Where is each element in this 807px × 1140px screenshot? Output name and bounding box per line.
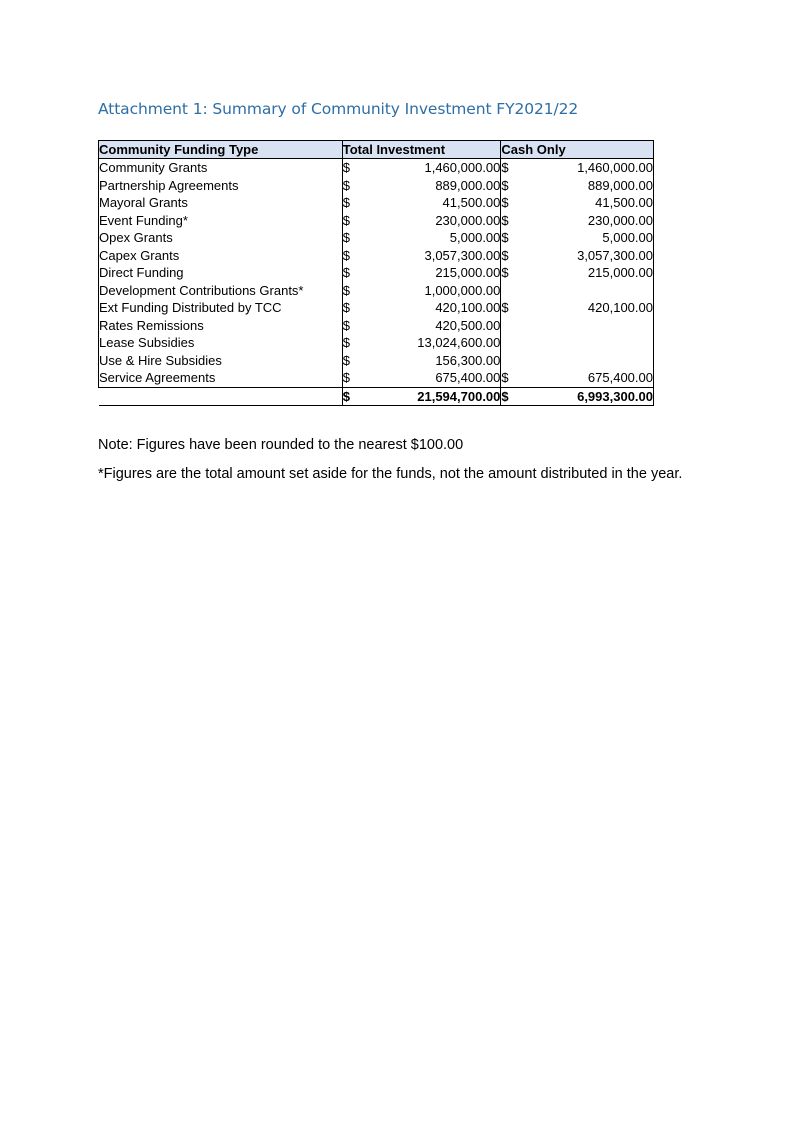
table-row [99, 159, 654, 177]
cash-only-cell: 889,000.00 [523, 177, 654, 195]
header-total-investment: Total Investment [342, 141, 501, 159]
cash-currency-cell: $ [501, 369, 523, 387]
funding-type-cell: Partnership Agreements [99, 177, 343, 195]
table-row [99, 369, 654, 387]
totals-label-cell [99, 387, 343, 406]
funding-type-cell: Opex Grants [99, 229, 343, 247]
total-currency-cell: $ [342, 352, 364, 370]
funding-type-cell: Ext Funding Distributed by TCC [99, 299, 343, 317]
total-investment-cell: 420,500.00 [435, 317, 501, 333]
cash-only-cell: 420,100.00 [523, 299, 654, 317]
total-currency-cell: $ [342, 317, 364, 335]
cash-only-cell: 5,000.00 [523, 229, 654, 247]
table-row [99, 282, 654, 300]
page-title: Attachment 1: Summary of Community Investment FY2021/22 [98, 100, 579, 118]
total-investment-cell: 420,100.00 [435, 300, 501, 316]
total-currency-cell: $ [342, 264, 364, 282]
cash-currency-cell [501, 352, 523, 370]
cash-only-cell: 3,057,300.00 [523, 247, 654, 265]
total-currency-cell: $ [342, 212, 364, 230]
total-currency-cell: $ [342, 282, 364, 300]
rounding-note: Note: Figures have been rounded to the nearest $100.00 [98, 437, 464, 453]
totals-row [99, 387, 654, 406]
cash-only-cell [523, 352, 654, 370]
funding-type-cell: Lease Subsidies [99, 334, 343, 352]
header-funding-type: Community Funding Type [99, 141, 343, 159]
total-currency-cell: $ [342, 247, 364, 265]
funding-type-cell: Rates Remissions [99, 317, 343, 335]
table-header-row [99, 141, 654, 159]
totals-cash-only: 6,993,300.00 [523, 387, 654, 406]
asterisk-note: *Figures are the total amount set aside for the funds, not the amount distributed in the year. [98, 466, 683, 482]
total-currency-cell: $ [342, 229, 364, 247]
funding-type-cell: Use & Hire Subsidies [99, 352, 343, 370]
cash-currency-cell: $ [501, 194, 523, 212]
cash-only-cell: 675,400.00 [523, 369, 654, 387]
cash-currency-cell: $ [501, 229, 523, 247]
cash-currency-cell: $ [501, 159, 523, 177]
table-row [99, 264, 654, 282]
table-body [99, 159, 654, 406]
cash-only-cell: 215,000.00 [523, 264, 654, 282]
community-investment-table [98, 140, 654, 406]
cash-currency-cell: $ [501, 212, 523, 230]
cash-only-cell: 41,500.00 [523, 194, 654, 212]
cash-currency-cell: $ [501, 177, 523, 195]
total-investment-cell: 3,057,300.00 [424, 247, 501, 263]
table-row [99, 247, 654, 265]
table-row [99, 299, 654, 317]
total-investment-cell: 889,000.00 [435, 177, 501, 193]
total-investment-cell: 230,000.00 [435, 212, 501, 228]
header-cash-only: Cash Only [501, 141, 654, 159]
table-row [99, 177, 654, 195]
table-row [99, 352, 654, 370]
table-row [99, 194, 654, 212]
cash-currency-cell: $ [501, 247, 523, 265]
cash-only-cell [523, 282, 654, 300]
total-currency-cell: $ [342, 334, 364, 352]
total-currency-cell: $ [342, 299, 364, 317]
cash-currency-cell: $ [501, 299, 523, 317]
funding-type-cell: Direct Funding [99, 264, 343, 282]
total-currency-cell: $ [342, 369, 364, 387]
total-investment-cell: 215,000.00 [435, 265, 501, 281]
total-investment-cell: 1,000,000.00 [424, 282, 501, 298]
funding-type-cell: Community Grants [99, 159, 343, 177]
table-row [99, 229, 654, 247]
total-currency-cell: $ [342, 159, 364, 177]
cash-only-cell: 230,000.00 [523, 212, 654, 230]
funding-type-cell: Service Agreements [99, 369, 343, 387]
cash-currency-cell [501, 334, 523, 352]
totals-cash-currency: $ [501, 387, 523, 406]
funding-type-cell: Event Funding* [99, 212, 343, 230]
total-investment-cell: 156,300.00 [435, 352, 501, 368]
cash-currency-cell [501, 282, 523, 300]
total-investment-cell: 13,024,600.00 [417, 335, 501, 351]
funding-type-cell: Development Contributions Grants* [99, 282, 343, 300]
table-row [99, 334, 654, 352]
funding-type-cell: Mayoral Grants [99, 194, 343, 212]
funding-type-cell: Capex Grants [99, 247, 343, 265]
totals-total-currency: $ [342, 387, 364, 406]
cash-currency-cell: $ [501, 264, 523, 282]
total-investment-cell: 675,400.00 [364, 369, 501, 387]
cash-only-cell: 1,460,000.00 [523, 159, 654, 177]
total-investment-cell: 5,000.00 [449, 230, 501, 246]
total-currency-cell: $ [342, 177, 364, 195]
total-currency-cell: $ [342, 194, 364, 212]
table-row [99, 212, 654, 230]
totals-total-investment: 21,594,700.00 [364, 387, 501, 406]
cash-currency-cell [501, 317, 523, 335]
cash-only-cell [523, 334, 654, 352]
total-investment-cell: 41,500.00 [442, 195, 501, 211]
cash-only-cell [523, 317, 654, 335]
total-investment-cell: 1,460,000.00 [424, 160, 501, 176]
table-row [99, 317, 654, 335]
